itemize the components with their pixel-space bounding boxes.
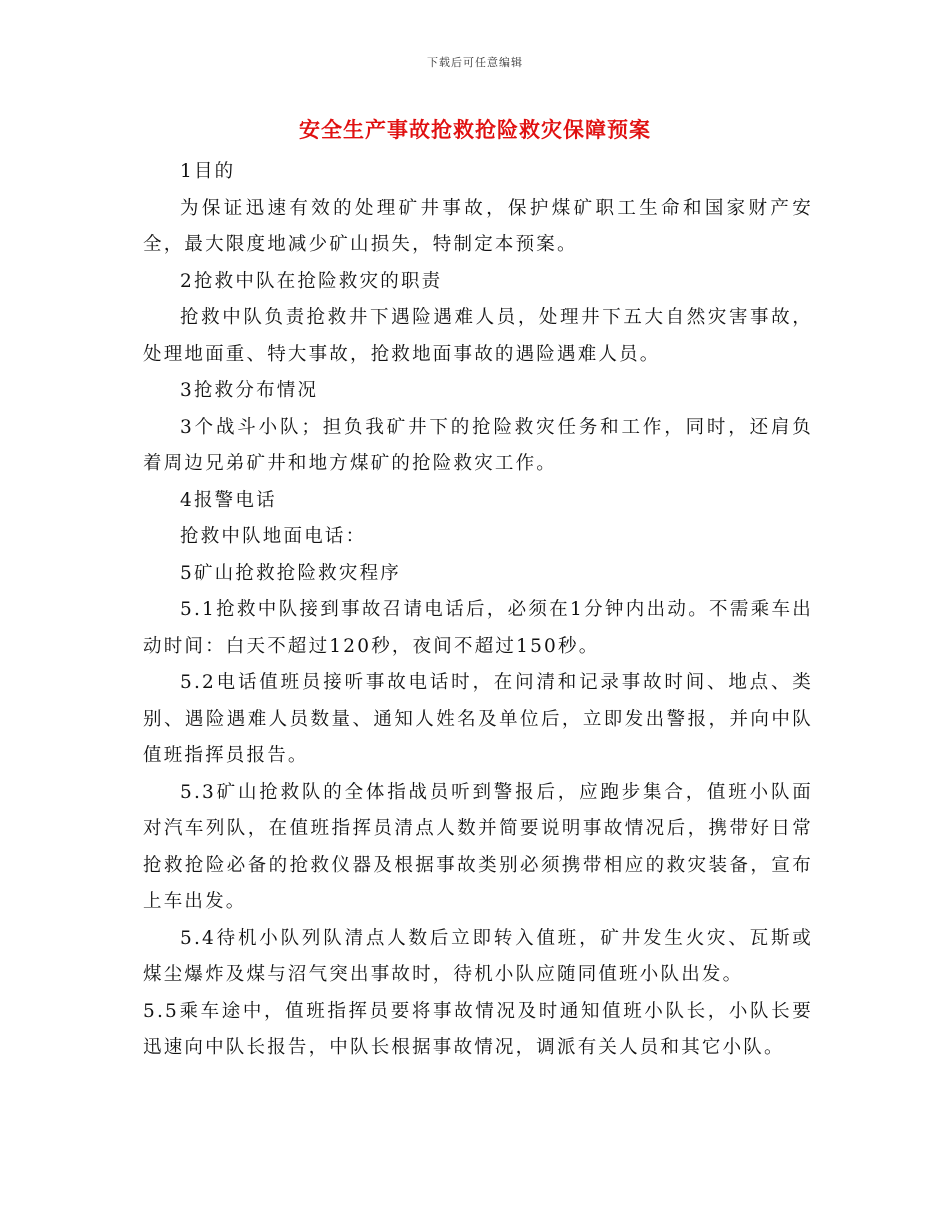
paragraph-procedure-5-2: 5.2电话值班员接听事故电话时，在问清和记录事故时间、地点、类别、遇险遇难人员数量、通知人姓名及单位后，立即发出警报，并向中队值班指挥员报告。 (143, 672, 813, 766)
section-heading-distribution: 3抢救分布情况 (180, 380, 319, 401)
paragraph-procedure-5-3: 5.3矿山抢救队的全体指战员听到警报后，应跑步集合，值班小队面对汽车列队，在值班指挥员清点人数并简要说明事故情况后，携带好日常抢救抢险必备的抢救仪器及根据事故类别必须携带相应的救灾装备，宣布上车出发。 (143, 781, 813, 912)
section-heading-purpose: 1目的 (180, 161, 236, 182)
paragraph-duties: 抢救中队负责抢救井下遇险遇难人员，处理井下五大自然灾害事故，处理地面重、特大事故，抢救地面事故的遇险遇难人员。 (143, 307, 813, 365)
paragraph-procedure-5-4: 5.4待机小队列队清点人数后立即转入值班，矿井发生火灾、瓦斯或煤尘爆炸及煤与沼气突出事故时，待机小队应随同值班小队出发。 (143, 927, 813, 985)
document-title: 安全生产事故抢救抢险救灾保障预案 (299, 117, 651, 142)
paragraph-procedure-5-1: 5.1抢救中队接到事故召请电话后，必须在1分钟内出动。不需乘车出动时间：白天不超过120秒，夜间不超过150秒。 (143, 599, 813, 657)
section-heading-procedure: 5矿山抢救抢险救灾程序 (180, 562, 401, 584)
section-heading-duties: 2抢救中队在抢险救灾的职责 (180, 270, 443, 292)
paragraph-distribution: 3个战斗小队；担负我矿井下的抢险救灾任务和工作，同时，还肩负着周边兄弟矿井和地方煤矿的抢险救灾工作。 (143, 416, 813, 474)
paragraph-procedure-5-5: 5.5乘车途中，值班指挥员要将事故情况及时通知值班小队长，小队长要迅速向中队长报告，中队长根据事故情况，调派有关人员和其它小队。 (143, 1000, 813, 1058)
page-header-note: 下载后可任意编辑 (427, 56, 523, 69)
section-heading-alarm-phone: 4报警电话 (180, 489, 277, 511)
document-body (143, 154, 813, 1067)
paragraph-purpose: 为保证迅速有效的处理矿井事故，保护煤矿职工生命和国家财产安全，最大限度地减少矿山损失，特制定本预案。 (143, 197, 813, 255)
paragraph-alarm-phone: 抢救中队地面电话： (180, 526, 367, 547)
